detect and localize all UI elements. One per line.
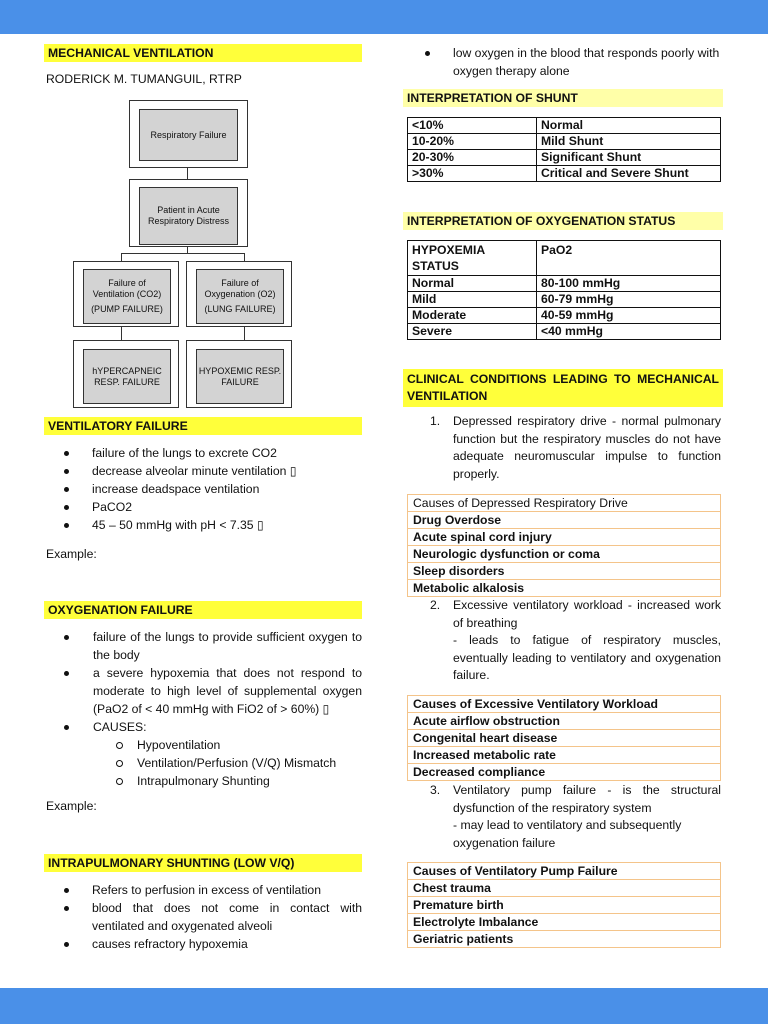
condition-number-2: 2. [430, 598, 441, 612]
table-cell: Geriatric patients [408, 931, 721, 948]
cause-item: Hypoventilation [46, 736, 362, 754]
table-cell: Premature birth [408, 897, 721, 914]
table-cell: 80-100 mmHg [537, 276, 721, 292]
flow-right-leaf: HYPOXEMIC RESP. FAILURE [196, 349, 284, 404]
flow-left-leaf: hYPERCAPNEIC RESP. FAILURE [83, 349, 171, 404]
list-item: CAUSES: [46, 718, 362, 736]
list-item: a severe hypoxemia that does not respond to moderate to high level of supplemental oxygen (PaO2 of < 40 mmHg with FiO2 of > 60%) ▯ [46, 664, 362, 718]
list-item: causes refractory hypoxemia [46, 935, 362, 953]
list-item: increase deadspace ventilation [46, 480, 364, 498]
table-cell: 40-59 mmHg [537, 308, 721, 324]
condition-text-3b: - may lead to ventilatory and subsequently oxygenation failure [453, 818, 682, 850]
table-cell: Critical and Severe Shunt [537, 166, 721, 182]
table-header-row [408, 696, 721, 713]
table-row [408, 931, 721, 948]
table-row [408, 713, 721, 730]
table-row [408, 546, 721, 563]
table-cell: Normal [537, 118, 721, 134]
causes-table-3 [407, 862, 721, 948]
table-cell: <40 mmHg [537, 324, 721, 340]
table-cell: 20-30% [408, 150, 537, 166]
table-cell: Mild [408, 292, 537, 308]
table-row [408, 914, 721, 931]
conditions-heading: CLINICAL CONDITIONS LEADING TO MECHANICAL VENTILATION [403, 369, 723, 407]
table-cell: Increased metabolic rate [408, 747, 721, 764]
table-cell: 10-20% [408, 134, 537, 150]
list-item: failure of the lungs to provide sufficient oxygen to the body [46, 628, 362, 664]
condition-text-1: Depressed respiratory drive - normal pulmonary function but the respiratory muscles do not have adequate neuromuscular impulse to function properly. [453, 414, 721, 481]
shunting-heading: INTRAPULMONARY SHUNTING (LOW V/Q) [44, 854, 362, 872]
flow-level2-node: Patient in Acute Respiratory Distress [139, 187, 238, 245]
oxy-table-heading: INTERPRETATION OF OXYGENATION STATUS [403, 212, 723, 230]
cause-item: Intrapulmonary Shunting [46, 772, 362, 790]
condition-number-3: 3. [430, 783, 441, 797]
table-row [408, 150, 721, 166]
table-row [408, 730, 721, 747]
table-row [408, 276, 721, 292]
flow-right-node [196, 269, 284, 324]
causes-table-1 [407, 494, 721, 597]
table-row [408, 897, 721, 914]
table-cell: Chest trauma [408, 880, 721, 897]
shunt-table [407, 117, 721, 182]
list-item: 45 – 50 mmHg with pH < 7.35 ▯ [46, 516, 364, 534]
table-row [408, 166, 721, 182]
table-row [408, 118, 721, 134]
table-cell: 60-79 mmHg [537, 292, 721, 308]
table-row [408, 580, 721, 597]
table-header-cell: Causes of Excessive Ventilatory Workload [408, 696, 721, 713]
table-header-cell: PaO2 [537, 241, 721, 276]
condition-number-1: 1. [430, 414, 441, 428]
table-row [408, 292, 721, 308]
table-row [408, 134, 721, 150]
table-row [408, 512, 721, 529]
list-item: decrease alveolar minute ventilation ▯ [46, 462, 364, 480]
causes-table-2 [407, 695, 721, 781]
cause-item: Ventilation/Perfusion (V/Q) Mismatch [46, 754, 362, 772]
bottom-banner [0, 988, 768, 1024]
table-row [408, 529, 721, 546]
table-cell: Electrolyte Imbalance [408, 914, 721, 931]
table-row [408, 308, 721, 324]
list-item: low oxygen in the blood that responds poorly with oxygen therapy alone [407, 44, 723, 80]
table-row [408, 563, 721, 580]
list-item: Refers to perfusion in excess of ventilation [46, 881, 362, 899]
list-item: blood that does not come in contact with ventilated and oxygenated alveoli [46, 899, 362, 935]
ventilatory-failure-heading: VENTILATORY FAILURE [44, 417, 362, 435]
table-cell: Decreased compliance [408, 764, 721, 781]
table-header-cell: Causes of Ventilatory Pump Failure [408, 863, 721, 880]
oxygenation-example: Example: [46, 799, 97, 813]
table-cell: Normal [408, 276, 537, 292]
top-banner [0, 0, 768, 34]
table-cell: Acute spinal cord injury [408, 529, 721, 546]
shunting-list-cont [407, 44, 723, 80]
table-cell: Congenital heart disease [408, 730, 721, 747]
author: RODERICK M. TUMANGUIL, RTRP [46, 72, 242, 86]
condition-text-2a: Excessive ventilatory workload - increased work of breathing [453, 598, 721, 630]
table-header-cell: HYPOXEMIA STATUS [408, 241, 537, 276]
flow-left-sub: (PUMP FAILURE) [91, 304, 163, 314]
shunt-table-heading: INTERPRETATION OF SHUNT [403, 89, 723, 107]
flow-left-label: Failure of Ventilation (CO2) [92, 278, 162, 299]
table-cell: Mild Shunt [537, 134, 721, 150]
table-cell: Severe [408, 324, 537, 340]
oxygenation-failure-heading: OXYGENATION FAILURE [44, 601, 362, 619]
table-header-row [408, 495, 721, 512]
condition-text-2b: - leads to fatigue of respiratory muscles, eventually leading to ventilatory and oxygenation failure. [453, 633, 721, 682]
table-cell: Acute airflow obstruction [408, 713, 721, 730]
table-row [408, 747, 721, 764]
doc-title: MECHANICAL VENTILATION [44, 44, 362, 62]
table-row [408, 324, 721, 340]
flow-right-sub: (LUNG FAILURE) [204, 304, 276, 314]
table-row [408, 764, 721, 781]
ventilatory-example: Example: [46, 547, 97, 561]
table-cell: Neurologic dysfunction or coma [408, 546, 721, 563]
oxy-table [407, 240, 721, 340]
table-cell: Drug Overdose [408, 512, 721, 529]
table-cell: >30% [408, 166, 537, 182]
flow-right-label: Failure of Oxygenation (O2) [204, 278, 276, 299]
flow-left-node [83, 269, 171, 324]
table-header-cell: Causes of Depressed Respiratory Drive [408, 495, 721, 512]
condition-text-3a: Ventilatory pump failure - is the structural dysfunction of the respiratory system [453, 783, 721, 815]
table-cell: Sleep disorders [408, 563, 721, 580]
table-header-row [408, 863, 721, 880]
list-item: PaCO2 [46, 498, 364, 516]
table-header-row [408, 241, 721, 276]
flow-root-node: Respiratory Failure [139, 109, 238, 161]
oxygenation-failure-list [46, 628, 362, 790]
table-row [408, 880, 721, 897]
list-item: failure of the lungs to excrete CO2 [46, 444, 364, 462]
table-cell: Moderate [408, 308, 537, 324]
ventilatory-failure-list [46, 444, 364, 534]
table-cell: Metabolic alkalosis [408, 580, 721, 597]
table-cell: <10% [408, 118, 537, 134]
table-cell: Significant Shunt [537, 150, 721, 166]
shunting-list [46, 881, 362, 953]
